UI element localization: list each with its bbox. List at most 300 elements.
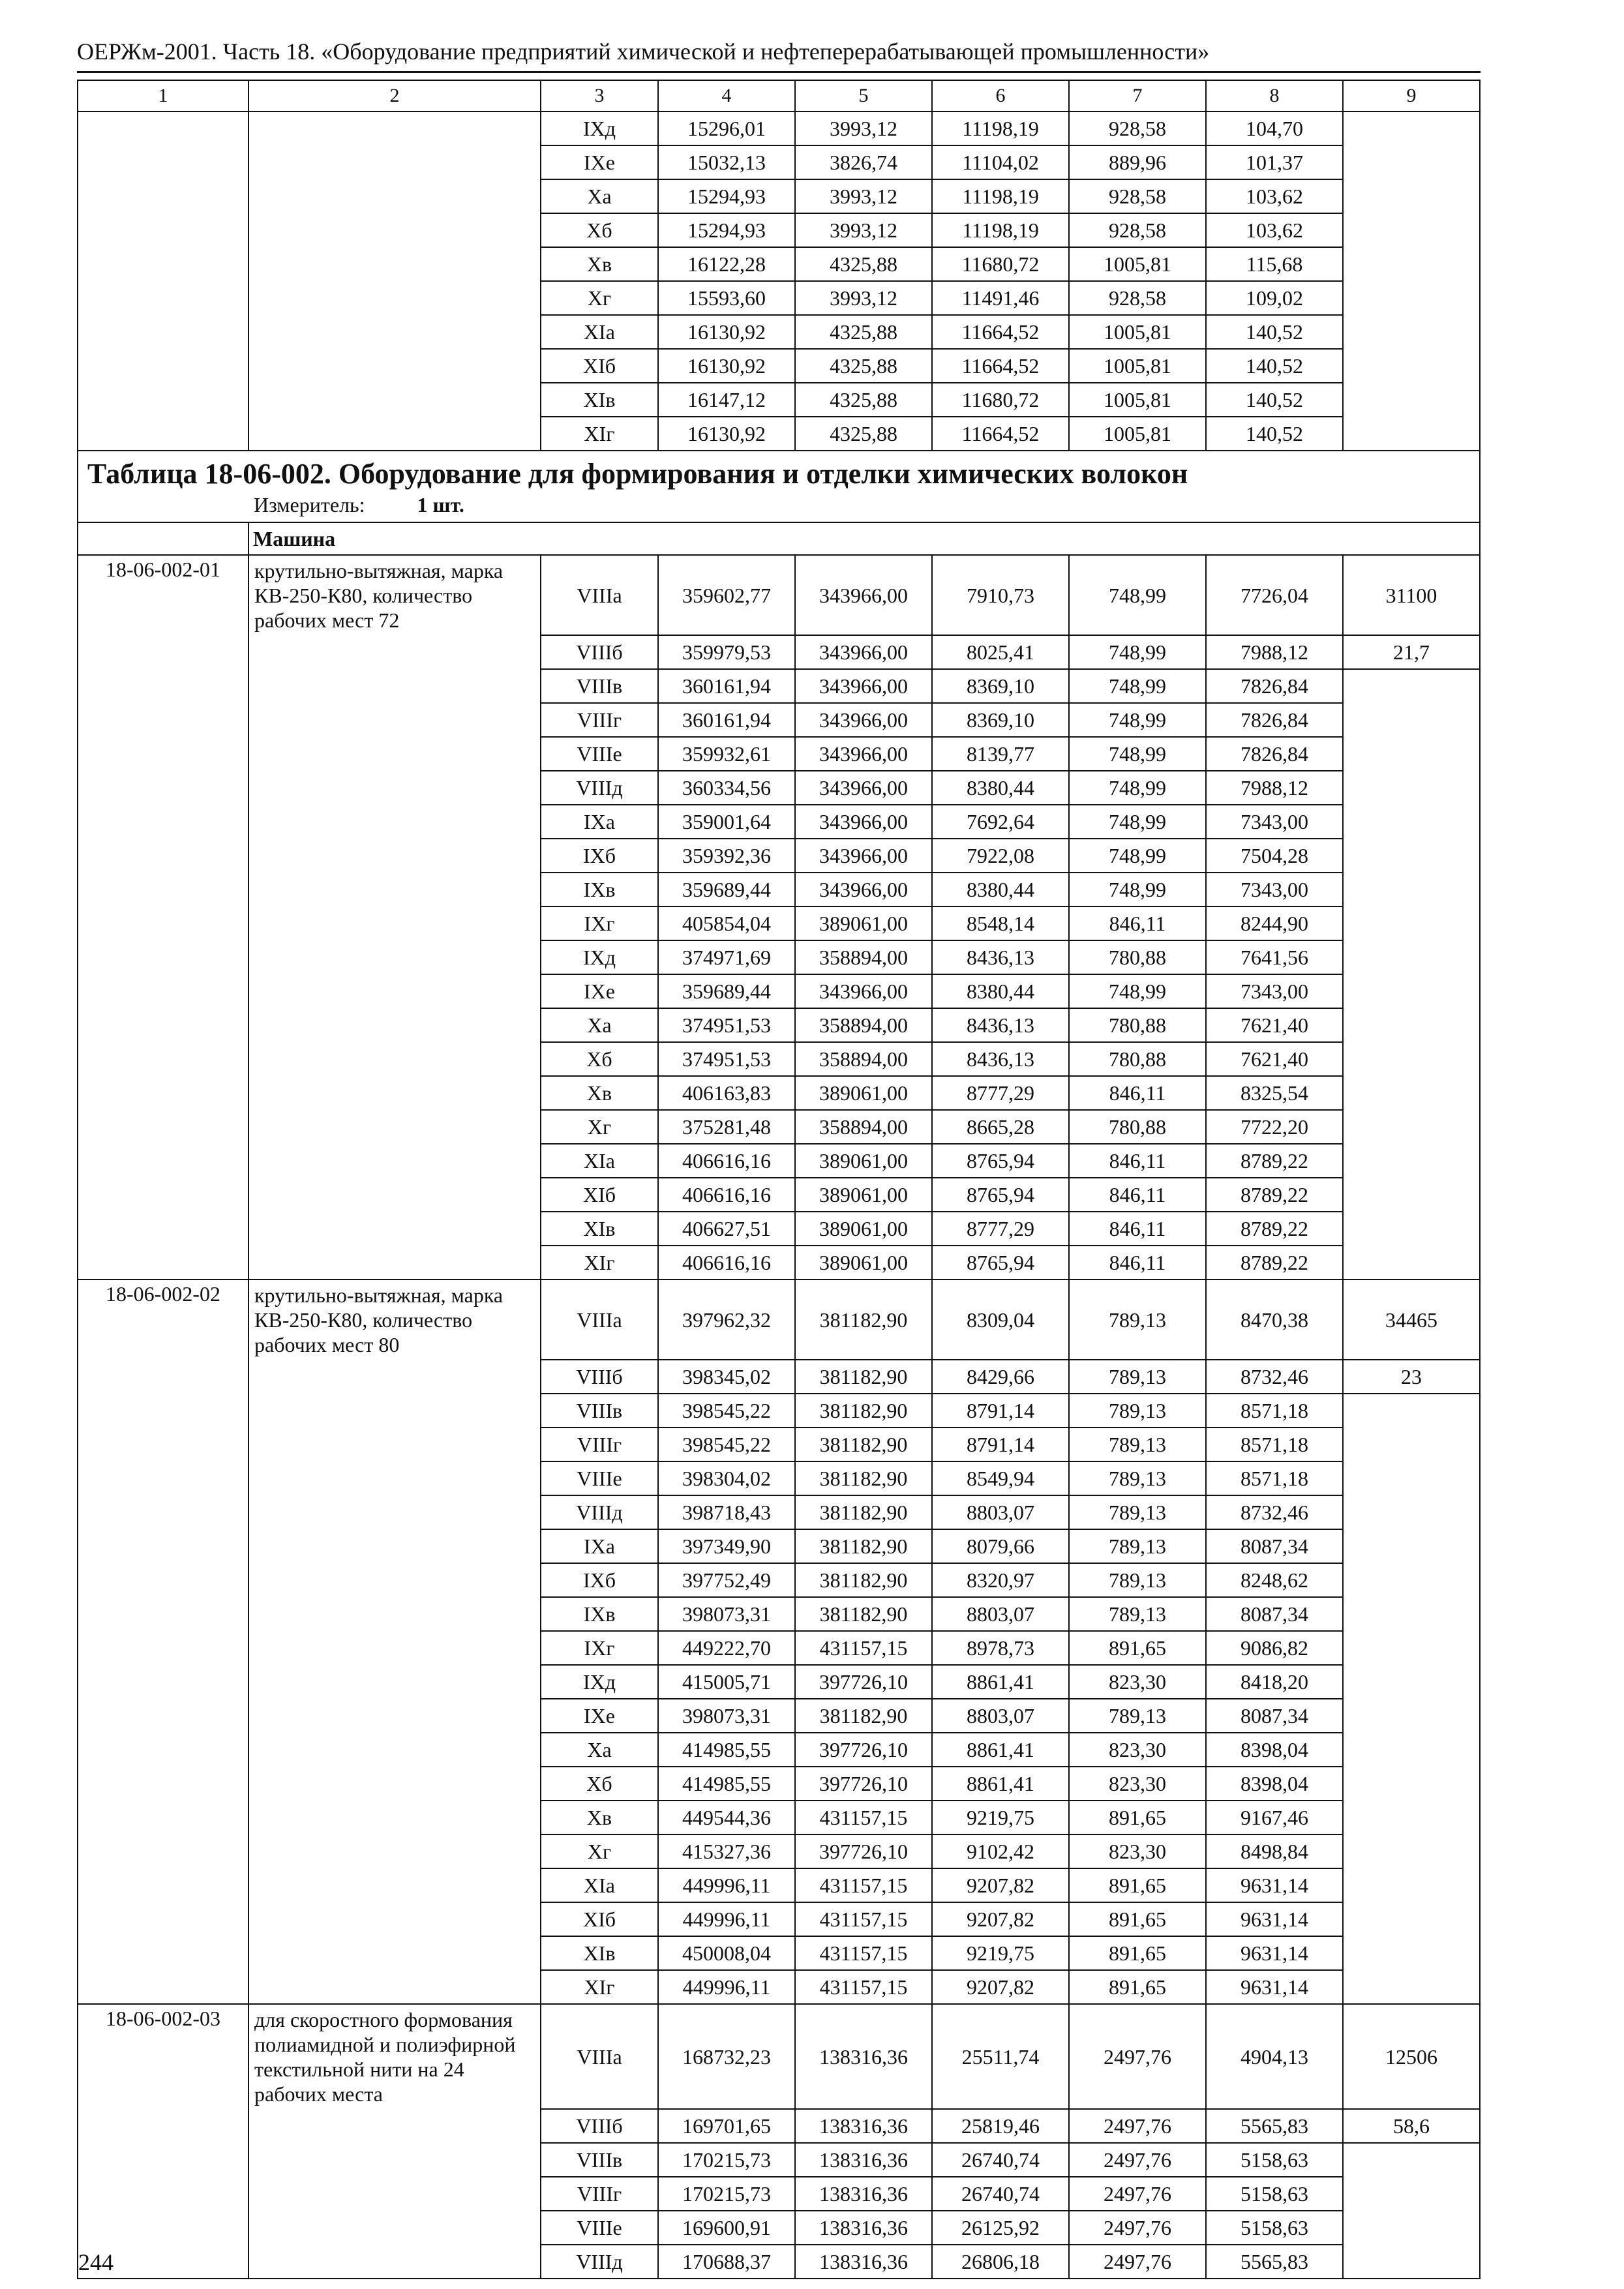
total-cost: 360161,94 (658, 703, 795, 737)
equipment-cost: 381182,90 (795, 1597, 932, 1631)
column-number-row (78, 80, 1480, 112)
description-cell (248, 2109, 541, 2143)
installation-cost: 8436,13 (932, 1008, 1069, 1042)
machine-cost: 7988,12 (1206, 635, 1343, 669)
machine-cost: 7826,84 (1206, 669, 1343, 703)
table-title-row (78, 451, 1480, 522)
description-cell (248, 2177, 541, 2211)
extra-value: 12506 (1343, 2004, 1480, 2109)
machine-cost: 9631,14 (1206, 1868, 1343, 1902)
description-cell (248, 2245, 541, 2279)
machine-cost: 9086,82 (1206, 1631, 1343, 1665)
machine-cost: 8571,18 (1206, 1461, 1343, 1495)
section-label: Машина (248, 522, 1480, 555)
extra-cell (1343, 737, 1480, 771)
machine-cost: 7504,28 (1206, 839, 1343, 873)
machine-cost: 7343,00 (1206, 974, 1343, 1008)
wages: 748,99 (1069, 703, 1206, 737)
equipment-cost: 431157,15 (795, 1970, 932, 2004)
description-cell (248, 771, 541, 805)
total-cost: 449996,11 (658, 1902, 795, 1936)
installation-cost: 8380,44 (932, 974, 1069, 1008)
machine-cost: 8325,54 (1206, 1076, 1343, 1110)
equipment-cost: 381182,90 (795, 1394, 932, 1428)
equipment-cost: 138316,36 (795, 2245, 932, 2279)
section-row (78, 522, 1480, 555)
wages: 789,13 (1069, 1428, 1206, 1461)
machine-cost: 7343,00 (1206, 805, 1343, 839)
measure-label: Измеритель: (254, 493, 365, 516)
machine-cost: 8087,34 (1206, 1529, 1343, 1563)
machine-cost: 9631,14 (1206, 1902, 1343, 1936)
total-cost: 398345,02 (658, 1360, 795, 1394)
table-row (78, 1834, 1480, 1868)
description-cell (248, 906, 541, 940)
total-cost: 374951,53 (658, 1042, 795, 1076)
region-code: VIIIг (541, 703, 658, 737)
total-cost: 449544,36 (658, 1801, 795, 1834)
installation-cost: 26125,92 (932, 2211, 1069, 2245)
description-cell (248, 1178, 541, 1212)
table-row (78, 703, 1480, 737)
code-cell (78, 974, 248, 1008)
table-row (78, 839, 1480, 873)
machine-cost: 7988,12 (1206, 771, 1343, 805)
code-cell (78, 1868, 248, 1902)
total-cost: 359689,44 (658, 873, 795, 906)
description-cell (248, 635, 541, 669)
extra-cell (1343, 349, 1480, 383)
code-cell (78, 1834, 248, 1868)
region-code: Xг (541, 1110, 658, 1144)
installation-cost: 7922,08 (932, 839, 1069, 873)
wages: 823,30 (1069, 1665, 1206, 1699)
wages: 780,88 (1069, 940, 1206, 974)
installation-cost: 8765,94 (932, 1144, 1069, 1178)
equipment-cost: 389061,00 (795, 1144, 932, 1178)
installation-cost: 11104,02 (932, 145, 1069, 179)
extra-cell (1343, 1733, 1480, 1767)
table-row (78, 145, 1480, 179)
region-code: Xа (541, 179, 658, 213)
wages: 748,99 (1069, 805, 1206, 839)
equipment-cost: 381182,90 (795, 1360, 932, 1394)
machine-cost: 115,68 (1206, 247, 1343, 281)
rates-table (77, 80, 1481, 2279)
description-cell (248, 179, 541, 213)
total-cost: 397962,32 (658, 1279, 795, 1360)
table-body (78, 80, 1480, 2279)
extra-cell (1343, 417, 1480, 451)
wages: 846,11 (1069, 906, 1206, 940)
region-code: IXб (541, 839, 658, 873)
machine-cost: 5158,63 (1206, 2177, 1343, 2211)
machine-cost: 7343,00 (1206, 873, 1343, 906)
description-cell (248, 1868, 541, 1902)
equipment-cost: 381182,90 (795, 1428, 932, 1461)
code-cell (78, 1178, 248, 1212)
wages: 1005,81 (1069, 315, 1206, 349)
machine-cost: 5565,83 (1206, 2245, 1343, 2279)
description-cell (248, 112, 541, 145)
code-cell (78, 112, 248, 145)
code-cell (78, 2177, 248, 2211)
region-code: VIIIв (541, 1394, 658, 1428)
description-cell (248, 1360, 541, 1394)
region-code: XIв (541, 1212, 658, 1246)
wages: 823,30 (1069, 1767, 1206, 1801)
table-row (78, 315, 1480, 349)
code-cell (78, 805, 248, 839)
equipment-cost: 389061,00 (795, 1076, 932, 1110)
extra-cell (1343, 2143, 1480, 2177)
equipment-cost: 343966,00 (795, 635, 932, 669)
total-cost: 450008,04 (658, 1936, 795, 1970)
extra-cell (1343, 839, 1480, 873)
installation-cost: 11198,19 (932, 112, 1069, 145)
total-cost: 360334,56 (658, 771, 795, 805)
wages: 823,30 (1069, 1834, 1206, 1868)
total-cost: 449222,70 (658, 1631, 795, 1665)
installation-cost: 11664,52 (932, 349, 1069, 383)
installation-cost: 11680,72 (932, 383, 1069, 417)
wages: 789,13 (1069, 1394, 1206, 1428)
installation-cost: 9219,75 (932, 1936, 1069, 1970)
wages: 846,11 (1069, 1246, 1206, 1279)
extra-cell (1343, 383, 1480, 417)
region-code: IXб (541, 1563, 658, 1597)
region-code: Xб (541, 1767, 658, 1801)
installation-cost: 8791,14 (932, 1428, 1069, 1461)
table-row (78, 2109, 1480, 2143)
code-cell (78, 2211, 248, 2245)
total-cost: 16130,92 (658, 417, 795, 451)
installation-cost: 11198,19 (932, 179, 1069, 213)
machine-cost: 8732,46 (1206, 1495, 1343, 1529)
equipment-cost: 3993,12 (795, 281, 932, 315)
code-cell (78, 1495, 248, 1529)
equipment-cost: 389061,00 (795, 1178, 932, 1212)
equipment-cost: 381182,90 (795, 1495, 932, 1529)
installation-cost: 8139,77 (932, 737, 1069, 771)
machine-cost: 8789,22 (1206, 1212, 1343, 1246)
description-cell (248, 1246, 541, 1279)
wages: 748,99 (1069, 737, 1206, 771)
wages: 1005,81 (1069, 247, 1206, 281)
installation-cost: 26740,74 (932, 2143, 1069, 2177)
equipment-cost: 138316,36 (795, 2177, 932, 2211)
wages: 891,65 (1069, 1970, 1206, 2004)
extra-cell (1343, 2177, 1480, 2211)
extra-cell (1343, 1461, 1480, 1495)
description-cell (248, 805, 541, 839)
description-cell (248, 2211, 541, 2245)
wages: 789,13 (1069, 1529, 1206, 1563)
description-cell (248, 1008, 541, 1042)
description-cell (248, 1733, 541, 1767)
table-row (78, 1699, 1480, 1733)
region-code: XIв (541, 383, 658, 417)
region-code: VIIIд (541, 1495, 658, 1529)
code-cell (78, 839, 248, 873)
code-cell (78, 703, 248, 737)
code-cell (78, 145, 248, 179)
equipment-cost: 138316,36 (795, 2004, 932, 2109)
region-code: IXе (541, 145, 658, 179)
equipment-cost: 4325,88 (795, 349, 932, 383)
installation-cost: 8777,29 (932, 1076, 1069, 1110)
extra-cell (1343, 1868, 1480, 1902)
equipment-cost: 431157,15 (795, 1868, 932, 1902)
extra-cell (1343, 1212, 1480, 1246)
description-cell (248, 1495, 541, 1529)
wages: 2497,76 (1069, 2143, 1206, 2177)
machine-cost: 8470,38 (1206, 1279, 1343, 1360)
extra-cell (1343, 179, 1480, 213)
equipment-cost: 4325,88 (795, 383, 932, 417)
region-code: IXв (541, 873, 658, 906)
wages: 748,99 (1069, 873, 1206, 906)
code-cell (78, 771, 248, 805)
installation-cost: 11664,52 (932, 315, 1069, 349)
wages: 928,58 (1069, 179, 1206, 213)
description-cell (248, 1563, 541, 1597)
table-row (78, 1076, 1480, 1110)
extra-cell (1343, 1042, 1480, 1076)
column-number: 1 (78, 80, 248, 112)
table-row (78, 1733, 1480, 1767)
code-cell (78, 383, 248, 417)
description-cell (248, 1597, 541, 1631)
equipment-cost: 358894,00 (795, 1008, 932, 1042)
description-cell (248, 1936, 541, 1970)
extra-cell (1343, 1970, 1480, 2004)
machine-cost: 109,02 (1206, 281, 1343, 315)
extra-cell (1343, 2245, 1480, 2279)
wages: 789,13 (1069, 1563, 1206, 1597)
machine-cost: 8789,22 (1206, 1246, 1343, 1279)
equipment-cost: 431157,15 (795, 1801, 932, 1834)
installation-cost: 8436,13 (932, 1042, 1069, 1076)
total-cost: 359689,44 (658, 974, 795, 1008)
wages: 846,11 (1069, 1212, 1206, 1246)
machine-cost: 7726,04 (1206, 555, 1343, 635)
table-row (78, 417, 1480, 451)
equipment-cost: 4325,88 (795, 247, 932, 281)
table-row (78, 1178, 1480, 1212)
code-cell (78, 1733, 248, 1767)
equipment-cost: 381182,90 (795, 1699, 932, 1733)
installation-cost: 8320,97 (932, 1563, 1069, 1597)
extra-cell (1343, 1597, 1480, 1631)
installation-cost: 8791,14 (932, 1394, 1069, 1428)
column-number: 4 (658, 80, 795, 112)
total-cost: 168732,23 (658, 2004, 795, 2109)
installation-cost: 8978,73 (932, 1631, 1069, 1665)
machine-cost: 140,52 (1206, 417, 1343, 451)
machine-cost: 8789,22 (1206, 1144, 1343, 1178)
wages: 748,99 (1069, 974, 1206, 1008)
table-row (78, 179, 1480, 213)
equipment-cost: 381182,90 (795, 1563, 932, 1597)
code-cell (78, 1767, 248, 1801)
description-cell (248, 213, 541, 247)
code-cell (78, 1597, 248, 1631)
equipment-cost: 358894,00 (795, 1110, 932, 1144)
table-row (78, 1144, 1480, 1178)
table-row (78, 1279, 1480, 1360)
extra-cell (1343, 1563, 1480, 1597)
extra-value: 23 (1343, 1360, 1480, 1394)
equipment-cost: 343966,00 (795, 974, 932, 1008)
equipment-cost: 343966,00 (795, 737, 932, 771)
machine-cost: 140,52 (1206, 383, 1343, 417)
installation-cost: 8309,04 (932, 1279, 1069, 1360)
total-cost: 16130,92 (658, 349, 795, 383)
table-row (78, 1597, 1480, 1631)
equipment-cost: 343966,00 (795, 703, 932, 737)
installation-cost: 8369,10 (932, 669, 1069, 703)
wages: 748,99 (1069, 771, 1206, 805)
total-cost: 359602,77 (658, 555, 795, 635)
column-number: 7 (1069, 80, 1206, 112)
extra-cell (1343, 1246, 1480, 1279)
table-row (78, 940, 1480, 974)
machine-cost: 8248,62 (1206, 1563, 1343, 1597)
extra-cell (1343, 281, 1480, 315)
code-cell (78, 213, 248, 247)
equipment-cost: 389061,00 (795, 906, 932, 940)
equipment-cost: 389061,00 (795, 1246, 932, 1279)
total-cost: 405854,04 (658, 906, 795, 940)
column-number: 2 (248, 80, 541, 112)
machine-cost: 5158,63 (1206, 2143, 1343, 2177)
total-cost: 359979,53 (658, 635, 795, 669)
code-cell (78, 1529, 248, 1563)
extra-value: 21,7 (1343, 635, 1480, 669)
description-cell (248, 1902, 541, 1936)
extra-cell (1343, 1144, 1480, 1178)
total-cost: 398073,31 (658, 1597, 795, 1631)
description-cell: для скоростного формования полиамидной и полиэфирной текстильной нити на 24 рабочих места (248, 2004, 541, 2109)
machine-cost: 140,52 (1206, 349, 1343, 383)
wages: 748,99 (1069, 635, 1206, 669)
equipment-cost: 397726,10 (795, 1733, 932, 1767)
table-row (78, 1394, 1480, 1428)
region-code: VIIIд (541, 2245, 658, 2279)
region-code: IXе (541, 1699, 658, 1733)
machine-cost: 7621,40 (1206, 1042, 1343, 1076)
total-cost: 169701,65 (658, 2109, 795, 2143)
extra-cell (1343, 1834, 1480, 1868)
machine-cost: 9631,14 (1206, 1970, 1343, 2004)
code-cell (78, 1665, 248, 1699)
region-code: XIа (541, 1144, 658, 1178)
total-cost: 398545,22 (658, 1394, 795, 1428)
wages: 846,11 (1069, 1144, 1206, 1178)
page-header: ОЕРЖм-2001. Часть 18. «Оборудование предприятий химической и нефтеперерабатывающей промышленности» (77, 38, 1210, 65)
machine-cost: 7722,20 (1206, 1110, 1343, 1144)
region-code: IXв (541, 1597, 658, 1631)
description-cell (248, 1144, 541, 1178)
description-cell (248, 940, 541, 974)
total-cost: 15294,93 (658, 179, 795, 213)
installation-cost: 8429,66 (932, 1360, 1069, 1394)
extra-cell (1343, 247, 1480, 281)
description-cell (248, 873, 541, 906)
description-cell (248, 1529, 541, 1563)
total-cost: 398545,22 (658, 1428, 795, 1461)
equipment-cost: 3993,12 (795, 112, 932, 145)
extra-cell (1343, 1076, 1480, 1110)
installation-cost: 9207,82 (932, 1902, 1069, 1936)
total-cost: 398718,43 (658, 1495, 795, 1529)
description-cell (248, 974, 541, 1008)
region-code: VIIIг (541, 2177, 658, 2211)
total-cost: 170215,73 (658, 2177, 795, 2211)
description-cell (248, 315, 541, 349)
total-cost: 406163,83 (658, 1076, 795, 1110)
code-cell (78, 349, 248, 383)
code-cell (78, 1970, 248, 2004)
extra-value: 34465 (1343, 1279, 1480, 1360)
description-cell: крутильно-вытяжная, марка КВ-250-К80, количество рабочих мест 80 (248, 1279, 541, 1360)
wages: 789,13 (1069, 1360, 1206, 1394)
description-cell (248, 1212, 541, 1246)
machine-cost: 8571,18 (1206, 1394, 1343, 1428)
description-cell (248, 1428, 541, 1461)
installation-cost: 8380,44 (932, 771, 1069, 805)
total-cost: 398073,31 (658, 1699, 795, 1733)
table-row (78, 1110, 1480, 1144)
table-row (78, 1868, 1480, 1902)
code-cell (78, 669, 248, 703)
code-cell (78, 1394, 248, 1428)
code-cell (78, 940, 248, 974)
equipment-cost: 381182,90 (795, 1279, 932, 1360)
region-code: VIIIе (541, 2211, 658, 2245)
table-row (78, 2004, 1480, 2109)
equipment-cost: 4325,88 (795, 315, 932, 349)
table-row (78, 1428, 1480, 1461)
table-row (78, 906, 1480, 940)
extra-cell (1343, 1008, 1480, 1042)
equipment-cost: 3826,74 (795, 145, 932, 179)
installation-cost: 11491,46 (932, 281, 1069, 315)
table-row (78, 2177, 1480, 2211)
extra-cell (1343, 940, 1480, 974)
machine-cost: 8789,22 (1206, 1178, 1343, 1212)
wages: 846,11 (1069, 1076, 1206, 1110)
table-row (78, 1212, 1480, 1246)
wages: 780,88 (1069, 1008, 1206, 1042)
table-title: Таблица 18-06-002. Оборудование для формирования и отделки химических волокон (87, 458, 1188, 490)
total-cost: 397349,90 (658, 1529, 795, 1563)
equipment-cost: 343966,00 (795, 771, 932, 805)
wages: 2497,76 (1069, 2004, 1206, 2109)
table-row (78, 112, 1480, 145)
equipment-cost: 381182,90 (795, 1529, 932, 1563)
installation-cost: 9102,42 (932, 1834, 1069, 1868)
table-row (78, 669, 1480, 703)
region-code: IXд (541, 112, 658, 145)
extra-cell (1343, 974, 1480, 1008)
description-cell (248, 2143, 541, 2177)
wages: 780,88 (1069, 1110, 1206, 1144)
extra-cell (1343, 145, 1480, 179)
table-row (78, 1665, 1480, 1699)
installation-cost: 25511,74 (932, 2004, 1069, 2109)
